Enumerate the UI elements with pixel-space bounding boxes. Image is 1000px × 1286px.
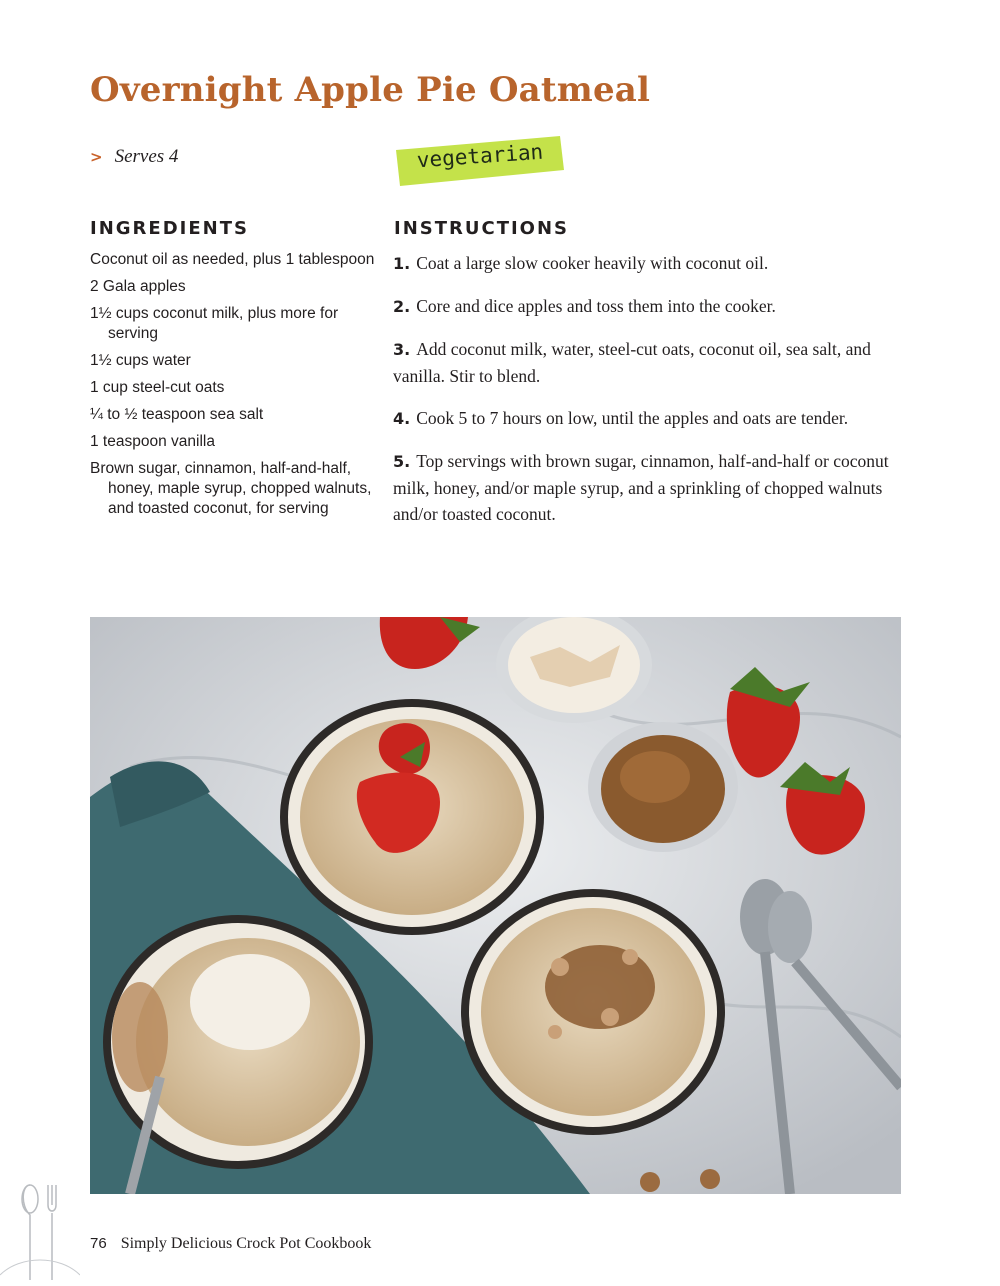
utensils-icon — [0, 1175, 80, 1286]
step-number: 2. — [393, 297, 411, 316]
page-number: 76 — [90, 1235, 107, 1252]
ingredient-item: Brown sugar, cinnamon, half-and-half, honey, maple syrup, chopped walnuts, and toasted coconut, for serving — [90, 460, 372, 517]
instructions-list — [393, 250, 903, 543]
serves-line — [90, 146, 178, 168]
ingredient-item: 1 teaspoon vanilla — [90, 433, 215, 450]
step-text: Core and dice apples and toss them into the cooker. — [416, 296, 776, 316]
step-number: 5. — [393, 452, 411, 471]
ingredient-item: 1½ cups water — [90, 352, 191, 369]
ingredients-heading: INGREDIENTS — [90, 218, 249, 239]
step-number: 3. — [393, 340, 411, 359]
tag-label: vegetarian — [416, 139, 544, 173]
step-number: 1. — [393, 254, 411, 273]
instructions-heading: INSTRUCTIONS — [394, 218, 569, 239]
ingredient-item: 1 cup steel-cut oats — [90, 379, 225, 396]
recipe-title: Overnight Apple Pie Oatmeal — [90, 70, 651, 110]
step-number: 4. — [393, 409, 411, 428]
step-text: Coat a large slow cooker heavily with coconut oil. — [416, 253, 769, 273]
instruction-step — [393, 405, 903, 432]
ingredient-item: ¼ to ½ teaspoon sea salt — [90, 406, 264, 423]
oatmeal-photo — [90, 617, 901, 1194]
chevron-right-icon: > — [90, 148, 103, 166]
ingredients-list — [90, 250, 375, 526]
ingredient-item: 2 Gala apples — [90, 278, 186, 295]
instruction-step — [393, 448, 903, 527]
page-footer — [90, 1235, 371, 1253]
serves-text: Serves 4 — [114, 146, 179, 167]
step-text: Cook 5 to 7 hours on low, until the apples and oats are tender. — [416, 408, 849, 428]
instruction-step — [393, 336, 903, 389]
instruction-step — [393, 293, 903, 320]
ingredient-item: Coconut oil as needed, plus 1 tablespoon — [90, 251, 375, 268]
instruction-step — [393, 250, 903, 277]
vegetarian-tag — [394, 136, 566, 186]
step-text: Top servings with brown sugar, cinnamon, half-and-half or coconut milk, honey, and/or maple syrup, and a sprinkling of chopped walnuts and/or toasted coconut. — [393, 451, 889, 524]
food-illustration — [90, 617, 901, 1194]
step-text: Add coconut milk, water, steel-cut oats, coconut oil, sea salt, and vanilla. Stir to blend. — [393, 339, 871, 386]
book-title: Simply Delicious Crock Pot Cookbook — [120, 1235, 372, 1252]
ingredient-item: 1½ cups coconut milk, plus more for serving — [90, 305, 339, 342]
